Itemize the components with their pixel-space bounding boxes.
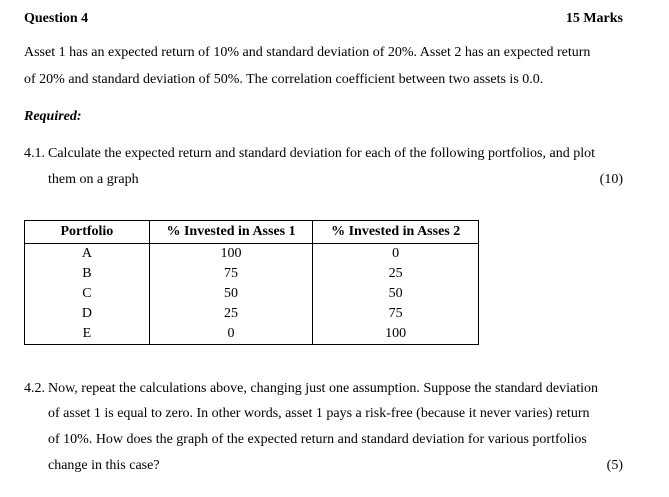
cell-asset-2: 25 — [313, 264, 479, 284]
portfolio-table — [24, 220, 479, 345]
part2-line-2: of asset 1 is equal to zero. In other words, asset 1 pays a risk-free (because it never varies) return — [48, 406, 590, 421]
part2-line-1: Now, repeat the calculations above, changing just one assumption. Suppose the standard deviation — [48, 381, 599, 396]
part2-marks: (5) — [606, 458, 623, 473]
header-portfolio: Portfolio — [25, 221, 150, 244]
cell-asset-2: 0 — [313, 244, 479, 265]
cell-portfolio: C — [25, 284, 150, 304]
required-label: Required: — [24, 109, 82, 124]
table-row — [25, 244, 479, 265]
cell-portfolio: E — [25, 324, 150, 345]
part1-line-1: Calculate the expected return and standard deviation for each of the following portfolios, and plot — [48, 146, 595, 161]
cell-asset-1: 75 — [149, 264, 313, 284]
cell-asset-2: 100 — [313, 324, 479, 345]
intro-line-1: Asset 1 has an expected return of 10% and standard deviation of 20%. Asset 2 has an expected return — [24, 45, 591, 60]
table-row — [25, 284, 479, 304]
table-row — [25, 324, 479, 345]
cell-portfolio: A — [25, 244, 150, 265]
part2-line-3: of 10%. How does the graph of the expected return and standard deviation for various portfolios — [48, 432, 587, 447]
part1-number: 4.1. — [24, 146, 45, 161]
cell-asset-1: 100 — [149, 244, 313, 265]
table-row — [25, 304, 479, 324]
cell-asset-2: 75 — [313, 304, 479, 324]
part1-marks: (10) — [599, 172, 623, 187]
cell-asset-1: 0 — [149, 324, 313, 345]
question-marks: 15 Marks — [565, 11, 623, 26]
question-title: Question 4 — [24, 11, 89, 26]
cell-asset-2: 50 — [313, 284, 479, 304]
cell-asset-1: 50 — [149, 284, 313, 304]
table-header-row — [25, 221, 479, 244]
part1-line-2: them on a graph — [48, 172, 139, 187]
intro-line-2: of 20% and standard deviation of 50%. The correlation coefficient between two assets is 0.0. — [24, 72, 544, 87]
part2-number: 4.2. — [24, 381, 45, 396]
cell-portfolio: D — [25, 304, 150, 324]
cell-portfolio: B — [25, 264, 150, 284]
cell-asset-1: 25 — [149, 304, 313, 324]
header-asset-1: % Invested in Asses 1 — [149, 221, 313, 244]
part2-line-4: change in this case? — [48, 458, 160, 473]
header-asset-2: % Invested in Asses 2 — [313, 221, 479, 244]
table-row — [25, 264, 479, 284]
